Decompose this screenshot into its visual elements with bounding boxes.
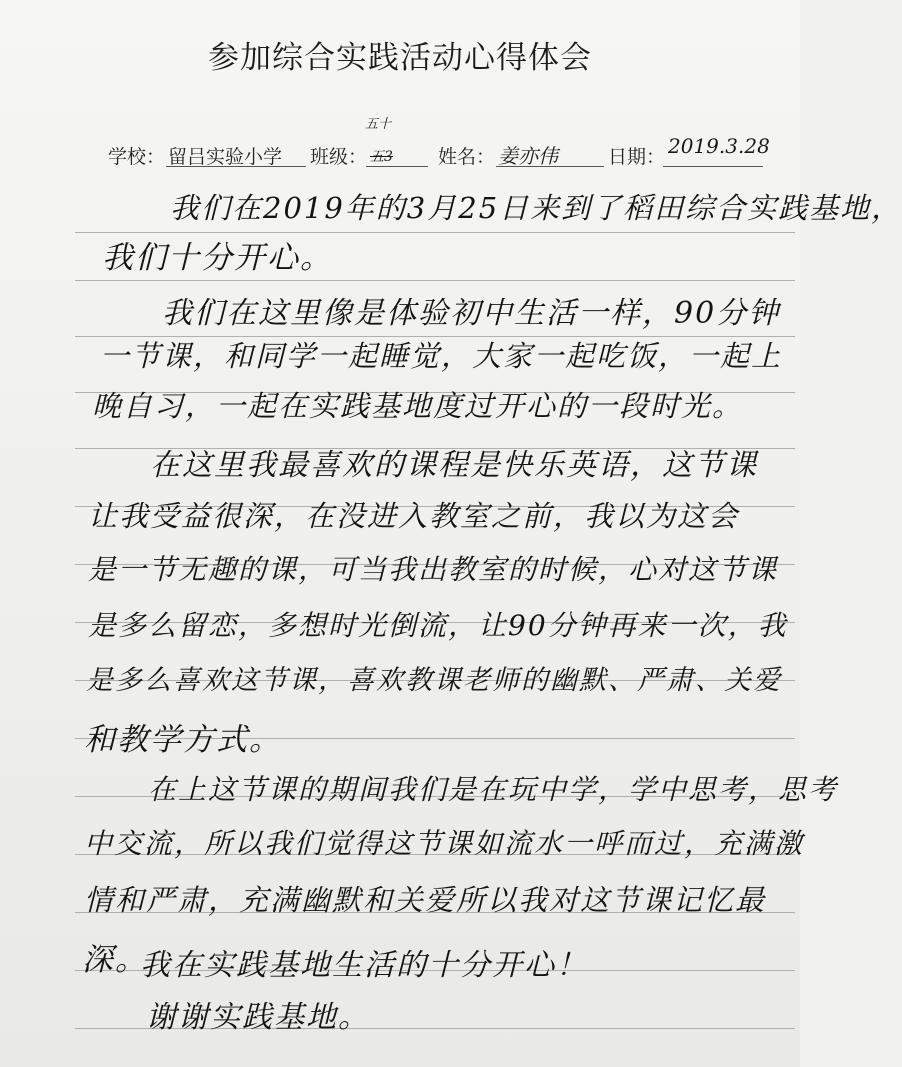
essay-line: 谢谢实践基地。 — [146, 1000, 370, 1035]
page-title: 参加综合实践活动心得体会 — [208, 40, 592, 76]
essay-line: 中交流，所以我们觉得这节课如流水一呼而过，充满激 — [84, 827, 805, 860]
essay-line: 和教学方式。 — [84, 722, 282, 758]
name-label: 姓名： — [438, 146, 496, 168]
essay-line: 是多么留恋，多想时光倒流，让90分钟再来一次，我 — [88, 609, 788, 642]
class-correction: 五十 — [365, 117, 392, 132]
essay-line: 我在实践基地生活的十分开心！ — [140, 948, 588, 983]
date-value: 2019.3.28 — [668, 134, 770, 158]
essay-line: 深。 — [82, 942, 148, 978]
essay-line: 我们在这里像是体验初中生活一样，90分钟 — [162, 296, 781, 331]
class-label: 班级： — [310, 146, 368, 168]
essay-line: 晚自习，一起在实践基地度过开心的一段时光。 — [92, 389, 744, 423]
school-value: 留吕实验小学 — [168, 146, 283, 168]
essay-line: 让我受益很深，在没进入教室之前，我以为这会 — [88, 499, 740, 533]
ruled-line — [75, 280, 795, 281]
essay-line: 是多么喜欢这节课，喜欢教课老师的幽默、严肃、关爱 — [86, 665, 782, 696]
essay-line: 在这里我最喜欢的课程是快乐英语，这节课 — [150, 448, 758, 483]
essay-line: 在上这节课的期间我们是在玩中学，学中思考，思考 — [148, 773, 839, 806]
name-value: 姜亦伟 — [498, 144, 558, 168]
school-label: 学校： — [108, 146, 166, 168]
class-value-struck: 五3 — [370, 149, 393, 165]
essay-line: 一节课，和同学一起睡觉，大家一起吃饭，一起上 — [100, 339, 783, 373]
essay-line: 是一节无趣的课，可当我出教室的时候，心对这节课 — [88, 553, 779, 586]
essay-line: 我们十分开心。 — [102, 240, 333, 276]
essay-line: 情和严肃，充满幽默和关爱所以我对这节课记忆最 — [84, 883, 767, 917]
date-label: 日期： — [608, 146, 666, 168]
essay-line: 我们在2019年的3月25日来到了稻田综合实践基地， — [170, 191, 902, 225]
